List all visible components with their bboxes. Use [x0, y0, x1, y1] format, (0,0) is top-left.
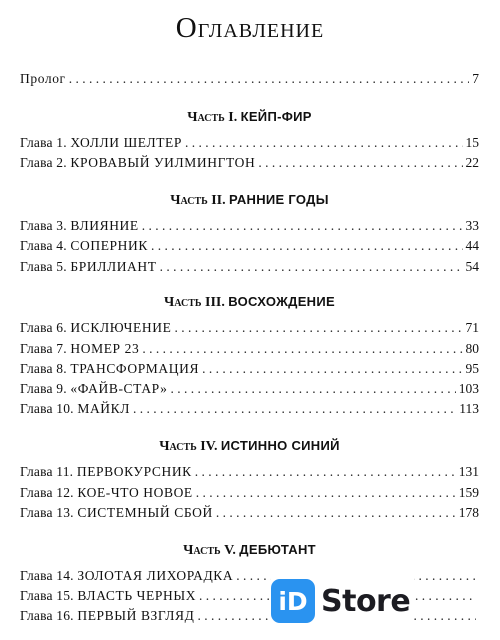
chapter-title: СИСТЕМНЫЙ СБОЙ: [77, 505, 213, 520]
chapter-number: Глава 7.: [20, 341, 71, 356]
chapter-number: Глава 16.: [20, 608, 78, 623]
chapter-number: Глава 14.: [20, 568, 78, 583]
chapter-page: 113: [459, 401, 479, 416]
part-title: ИСТИННО СИНИЙ: [220, 438, 340, 453]
toc-entry[interactable]: [20, 258, 479, 276]
toc-entry[interactable]: [20, 380, 479, 398]
chapter-number: Глава 9.: [20, 381, 71, 396]
chapter-page: 15: [465, 135, 479, 150]
part-label: Часть V.: [183, 543, 236, 558]
toc-entry[interactable]: [20, 484, 479, 502]
chapter-title: «ФАЙВ-СТАР»: [70, 381, 168, 396]
part-title: ВОСХОЖДЕНИЕ: [228, 294, 335, 309]
part-label: Часть I.: [187, 110, 238, 125]
chapter-title: КОЕ-ЧТО НОВОЕ: [77, 485, 193, 500]
chapter-title: КРОВАВЫЙ УИЛМИНГТОН: [70, 155, 256, 170]
dot-leader: [202, 360, 462, 378]
entry-name: Пролог: [20, 71, 66, 86]
chapter-number: Глава 1.: [20, 135, 71, 150]
chapter-title: ЗОЛОТАЯ ЛИХОРАДКА: [77, 568, 234, 583]
part-heading: [20, 541, 479, 559]
chapter-title: ВЛИЯНИЕ: [70, 218, 139, 233]
chapter-page: 22: [465, 155, 479, 170]
chapter-title: БРИЛЛИАНТ: [70, 259, 157, 274]
part-label: Часть II.: [170, 193, 226, 208]
dot-leader: [142, 217, 463, 235]
chapter-title: МАЙКЛ: [77, 401, 131, 416]
chapter-title: ИСКЛЮЧЕНИЕ: [70, 320, 172, 335]
chapter-page: 131: [458, 464, 479, 479]
toc-entry[interactable]: [20, 134, 479, 152]
dot-leader: [216, 504, 456, 522]
chapter-number: Глава 3.: [20, 218, 71, 233]
chapter-page: 80: [465, 341, 479, 356]
part-heading: [20, 191, 479, 209]
part-heading: [20, 293, 479, 311]
part-title: КЕЙП-ФИР: [240, 109, 312, 124]
chapter-title: ПЕРВЫЙ ВЗГЛЯД: [77, 608, 195, 623]
dot-leader: [133, 400, 456, 418]
entry-page: 7: [472, 71, 479, 86]
toc-entry[interactable]: [20, 217, 479, 235]
chapter-number: Глава 5.: [20, 259, 71, 274]
chapter-number: Глава 8.: [20, 361, 71, 376]
part-label: Часть III.: [164, 295, 225, 310]
chapter-page: 44: [465, 238, 479, 253]
toc-entry[interactable]: [20, 360, 479, 378]
chapter-page: 103: [458, 381, 479, 396]
chapter-title: ПЕРВОКУРСНИК: [76, 464, 192, 479]
chapter-title: ТРАНСФОРМАЦИЯ: [70, 361, 200, 376]
chapter-number: Глава 15.: [20, 588, 78, 603]
toc-entry[interactable]: [20, 340, 479, 358]
part-label: Часть IV.: [159, 439, 218, 454]
chapter-number: Глава 11.: [20, 464, 77, 479]
toc-entry[interactable]: [20, 154, 479, 172]
toc-entry[interactable]: [20, 237, 479, 255]
part-title: РАННИЕ ГОДЫ: [229, 192, 329, 207]
chapter-number: Глава 6.: [20, 320, 71, 335]
toc-entry[interactable]: [20, 319, 479, 337]
chapter-number: Глава 10.: [20, 401, 78, 416]
chapter-title: ВЛАСТЬ ЧЕРНЫХ: [77, 588, 197, 603]
dot-leader: [160, 258, 463, 276]
page-title: Оглавление: [175, 12, 325, 44]
dot-leader: [185, 134, 462, 152]
watermark-text: Store: [321, 583, 411, 619]
chapter-page: 54: [465, 259, 479, 274]
chapter-number: Глава 12.: [20, 485, 78, 500]
chapter-page: 33: [465, 218, 479, 233]
chapter-number: Глава 13.: [20, 505, 78, 520]
dot-leader: [195, 463, 456, 481]
chapter-number: Глава 2.: [20, 155, 71, 170]
dot-leader: [151, 237, 463, 255]
chapter-number: Глава 4.: [20, 238, 71, 253]
store-watermark: [271, 571, 414, 631]
chapter-page: 95: [465, 361, 479, 376]
dot-leader: [258, 154, 462, 172]
chapter-page: 178: [458, 505, 479, 520]
toc-entry[interactable]: [20, 463, 479, 481]
dot-leader: [69, 70, 470, 88]
chapter-title: СОПЕРНИК: [70, 238, 148, 253]
toc-entry-prologue[interactable]: [20, 70, 479, 88]
toc-entry[interactable]: [20, 400, 479, 418]
dot-leader: [170, 380, 455, 398]
chapter-title: НОМЕР 23: [70, 341, 140, 356]
part-heading: [20, 108, 479, 126]
part-heading: [20, 437, 479, 455]
toc-entry[interactable]: [20, 504, 479, 522]
dot-leader: [196, 484, 456, 502]
dot-leader: [142, 340, 462, 358]
part-title: ДЕБЮТАНТ: [239, 542, 316, 557]
chapter-page: 159: [458, 485, 479, 500]
dot-leader: [174, 319, 462, 337]
watermark-logo-icon: iD: [271, 579, 315, 623]
chapter-title: ХОЛЛИ ШЕЛТЕР: [70, 135, 183, 150]
chapter-page: 71: [465, 320, 479, 335]
